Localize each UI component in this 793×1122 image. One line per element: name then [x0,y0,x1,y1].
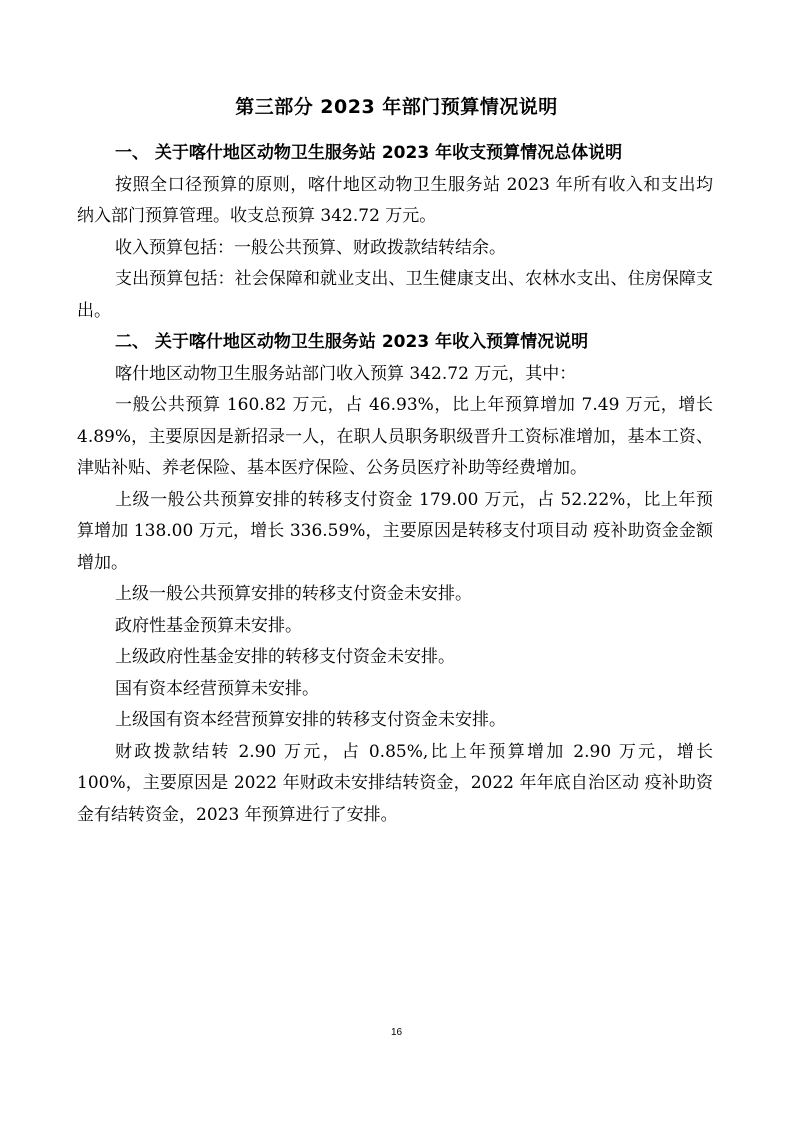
paragraph: 一般公共预算 160.82 万元，占 46.93%，比上年预算增加 7.49 万元，增长 4.89%，主要原因是新招录一人，在职人员职务职级晋升工资标准增加，基本工资、津贴补贴、养老保险、基本医疗保险、公务员医疗补助等经费增加。 [77,395,713,478]
paragraph: 上级国有资本经营预算安排的转移支付资金未安排。 [115,710,506,730]
paragraph: 收入预算包括：一般公共预算、财政拨款结转结余。 [115,237,506,258]
paragraph: 国有资本经营预算未安排。 [115,678,319,699]
paragraph: 喀什地区动物卫生服务站部门收入预算 342.72 万元，其中： [115,363,577,384]
paragraph: 财政拨款结转 2.90 万元，占 0.85%,比上年预算增加 2.90 万元，增长 100%，主要原因是 2022 年财政未安排结转资金，2022 年年底自治区动 疫补助资金有结转资金，2023 年预算进行了安排。 [77,741,713,825]
paragraph: 上级政府性基金安排的转移支付资金未安排。 [115,647,455,667]
section-heading-2: 二、 关于喀什地区动物卫生服务站 2023 年收入预算情况说明 [115,332,589,352]
paragraph: 上级一般公共预算安排的转移支付资金 179.00 万元，占 52.22%，比上年预算增加 138.00 万元，增长 336.59%，主要原因是转移支付项目动 疫补助资金金额增加。 [77,489,713,573]
paragraph: 支出预算包括：社会保障和就业支出、卫生健康支出、农林水支出、住房保障支出。 [77,269,713,321]
paragraph: 按照全口径预算的原则，喀什地区动物卫生服务站 2023 年所有收入和支出均纳入部门预算管理。收支总预算 342.72 万元。 [77,174,713,226]
paragraph: 上级一般公共预算安排的转移支付资金未安排。 [115,584,472,604]
section-heading-1: 一、 关于喀什地区动物卫生服务站 2023 年收支预算情况总体说明 [115,143,623,163]
paragraph: 政府性基金预算未安排。 [115,615,302,636]
document-body [77,138,713,831]
page-number: 16 [390,1027,403,1038]
page-title: 第三部分 2023 年部门预算情况说明 [235,96,558,118]
